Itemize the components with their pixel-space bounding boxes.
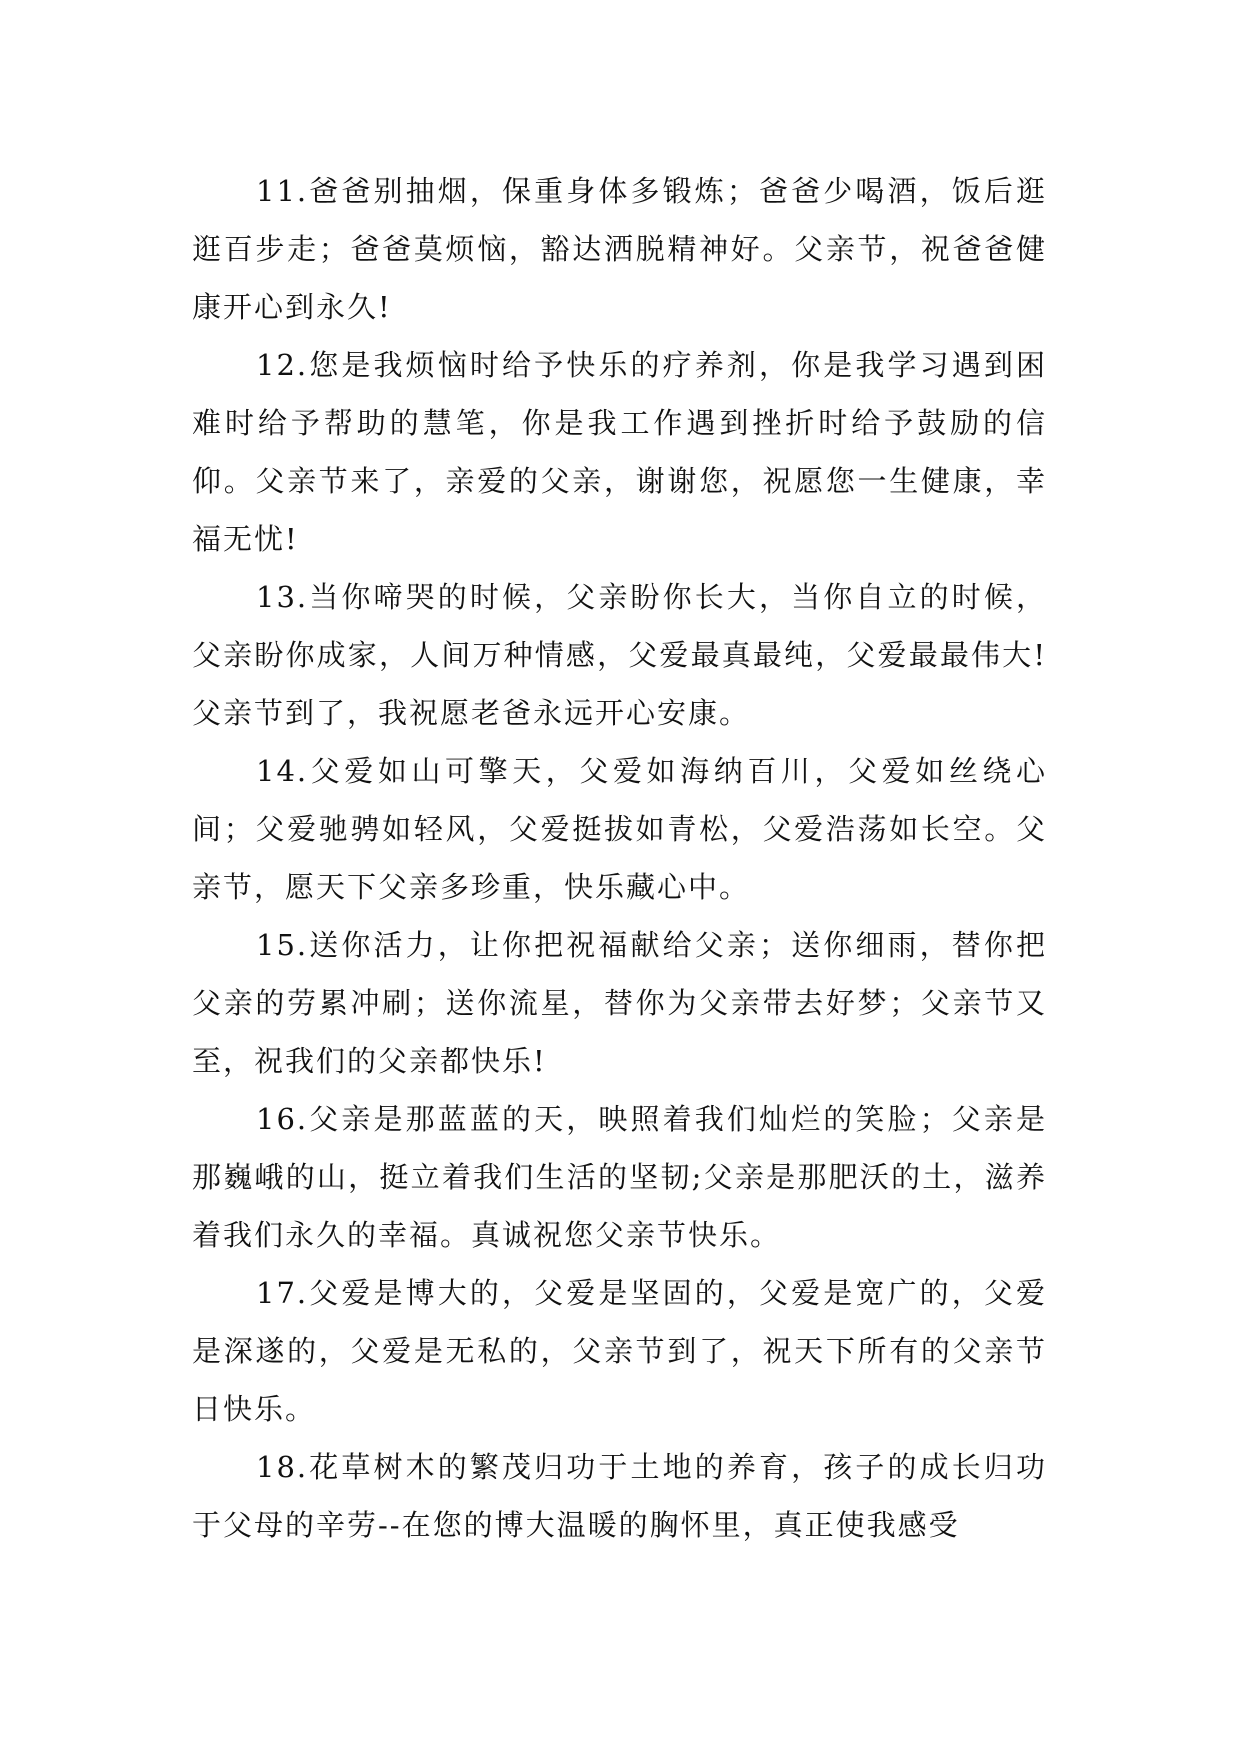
paragraph-11: 11.爸爸别抽烟，保重身体多锻炼；爸爸少喝酒，饭后逛逛百步走；爸爸莫烦恼，豁达洒脱精神好。父亲节，祝爸爸健康开心到永久!: [192, 174, 1047, 324]
document-body: [192, 162, 1047, 1554]
paragraph-18: 18.花草树木的繁茂归功于土地的养育，孩子的成长归功于父母的辛劳--在您的博大温暖的胸怀里，真正使我感受: [192, 1450, 1047, 1542]
paragraph-15: 15.送你活力，让你把祝福献给父亲；送你细雨，替你把父亲的劳累冲刷；送你流星，替你为父亲带去好梦；父亲节又至，祝我们的父亲都快乐!: [192, 928, 1047, 1078]
paragraph-16: 16.父亲是那蓝蓝的天，映照着我们灿烂的笑脸；父亲是那巍峨的山，挺立着我们生活的坚韧;父亲是那肥沃的土，滋养着我们永久的幸福。真诚祝您父亲节快乐。: [192, 1102, 1047, 1252]
paragraph-12: 12.您是我烦恼时给予快乐的疗养剂，你是我学习遇到困难时给予帮助的慧笔，你是我工作遇到挫折时给予鼓励的信仰。父亲节来了，亲爱的父亲，谢谢您，祝愿您一生健康，幸福无忧!: [192, 348, 1047, 556]
paragraph-14: 14.父爱如山可擎天，父爱如海纳百川，父爱如丝绕心间；父爱驰骋如轻风，父爱挺拔如青松，父爱浩荡如长空。父亲节，愿天下父亲多珍重，快乐藏心中。: [192, 754, 1047, 904]
paragraph-13: 13.当你啼哭的时候，父亲盼你长大，当你自立的时候，父亲盼你成家，人间万种情感，父爱最真最纯，父爱最最伟大!父亲节到了，我祝愿老爸永远开心安康。: [192, 580, 1047, 730]
paragraph-17: 17.父爱是博大的，父爱是坚固的，父爱是宽广的，父爱是深遂的，父爱是无私的，父亲节到了，祝天下所有的父亲节日快乐。: [192, 1276, 1047, 1426]
